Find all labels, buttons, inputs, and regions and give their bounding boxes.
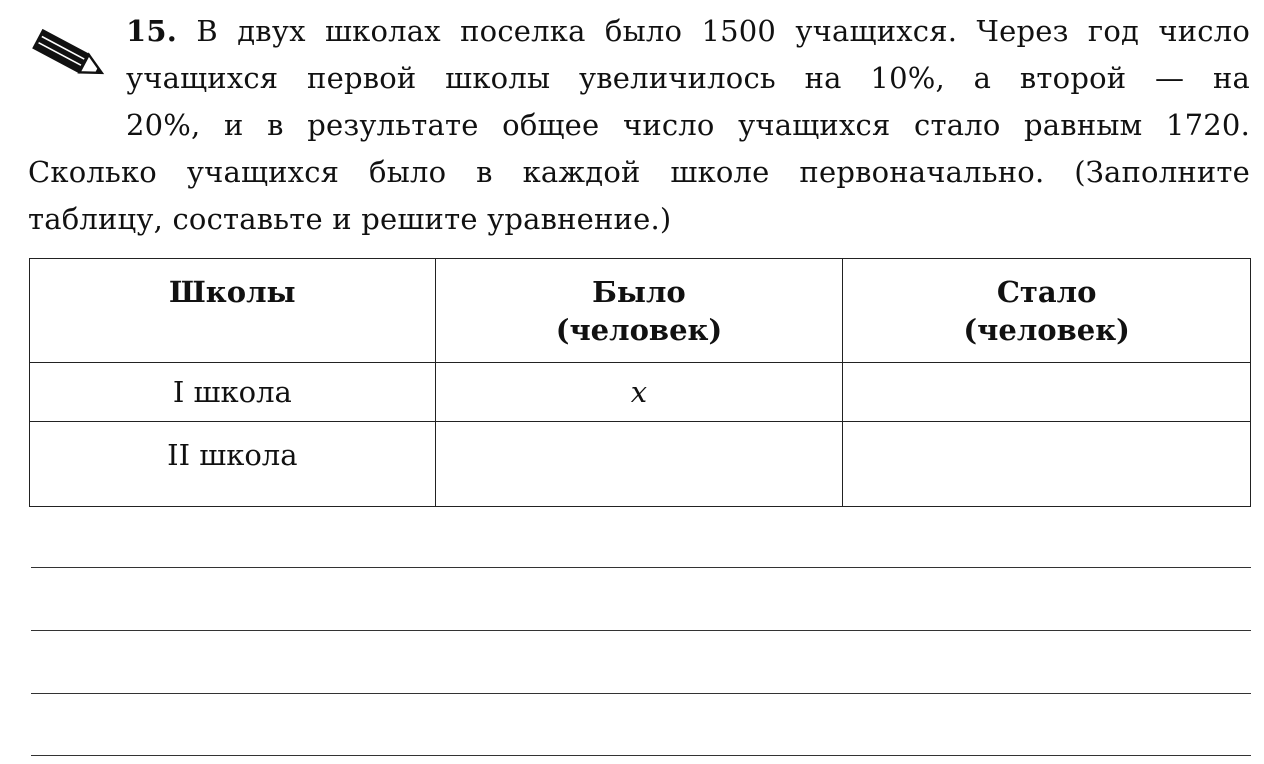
answer-line-4[interactable] <box>31 755 1251 756</box>
header-after-line2: (человек) <box>963 313 1130 347</box>
problem-line-2: учащихся первой школы увеличилось на 10%, а второй — на <box>126 61 1250 95</box>
table-row <box>30 363 1251 422</box>
problem-line-1-text: В двух школах поселка было 1500 учащихся. Через год число <box>196 14 1250 48</box>
answer-line-1[interactable] <box>31 567 1251 568</box>
header-after-line1: Стало <box>996 275 1097 309</box>
cell-before-2[interactable] <box>435 422 843 507</box>
problem-line-1 <box>28 8 1250 55</box>
cell-after-1[interactable] <box>843 363 1251 422</box>
cell-school-2: II школа <box>30 422 436 507</box>
header-schools: Школы <box>30 259 436 363</box>
table-row <box>30 422 1251 507</box>
cell-before-1[interactable]: x <box>435 363 843 422</box>
problem-number: 15. <box>126 14 178 48</box>
cell-school-1: I школа <box>30 363 436 422</box>
cell-after-2[interactable] <box>843 422 1251 507</box>
work-table <box>29 258 1251 507</box>
header-before <box>435 259 843 363</box>
problem-line-3: 20%, и в результате общее число учащихся стало равным 1720. <box>126 108 1250 142</box>
table-header-row <box>30 259 1251 363</box>
problem-line-4: Сколько учащихся было в каждой школе первоначально. (Заполните <box>28 155 1250 189</box>
header-before-line1: Было <box>592 275 686 309</box>
header-before-line2: (человек) <box>555 313 723 347</box>
problem-line-5: таблицу, составьте и решите уравнение.) <box>28 202 672 236</box>
header-after <box>843 259 1251 363</box>
answer-line-2[interactable] <box>31 630 1251 631</box>
answer-line-3[interactable] <box>31 693 1251 694</box>
problem-text <box>28 8 1250 243</box>
